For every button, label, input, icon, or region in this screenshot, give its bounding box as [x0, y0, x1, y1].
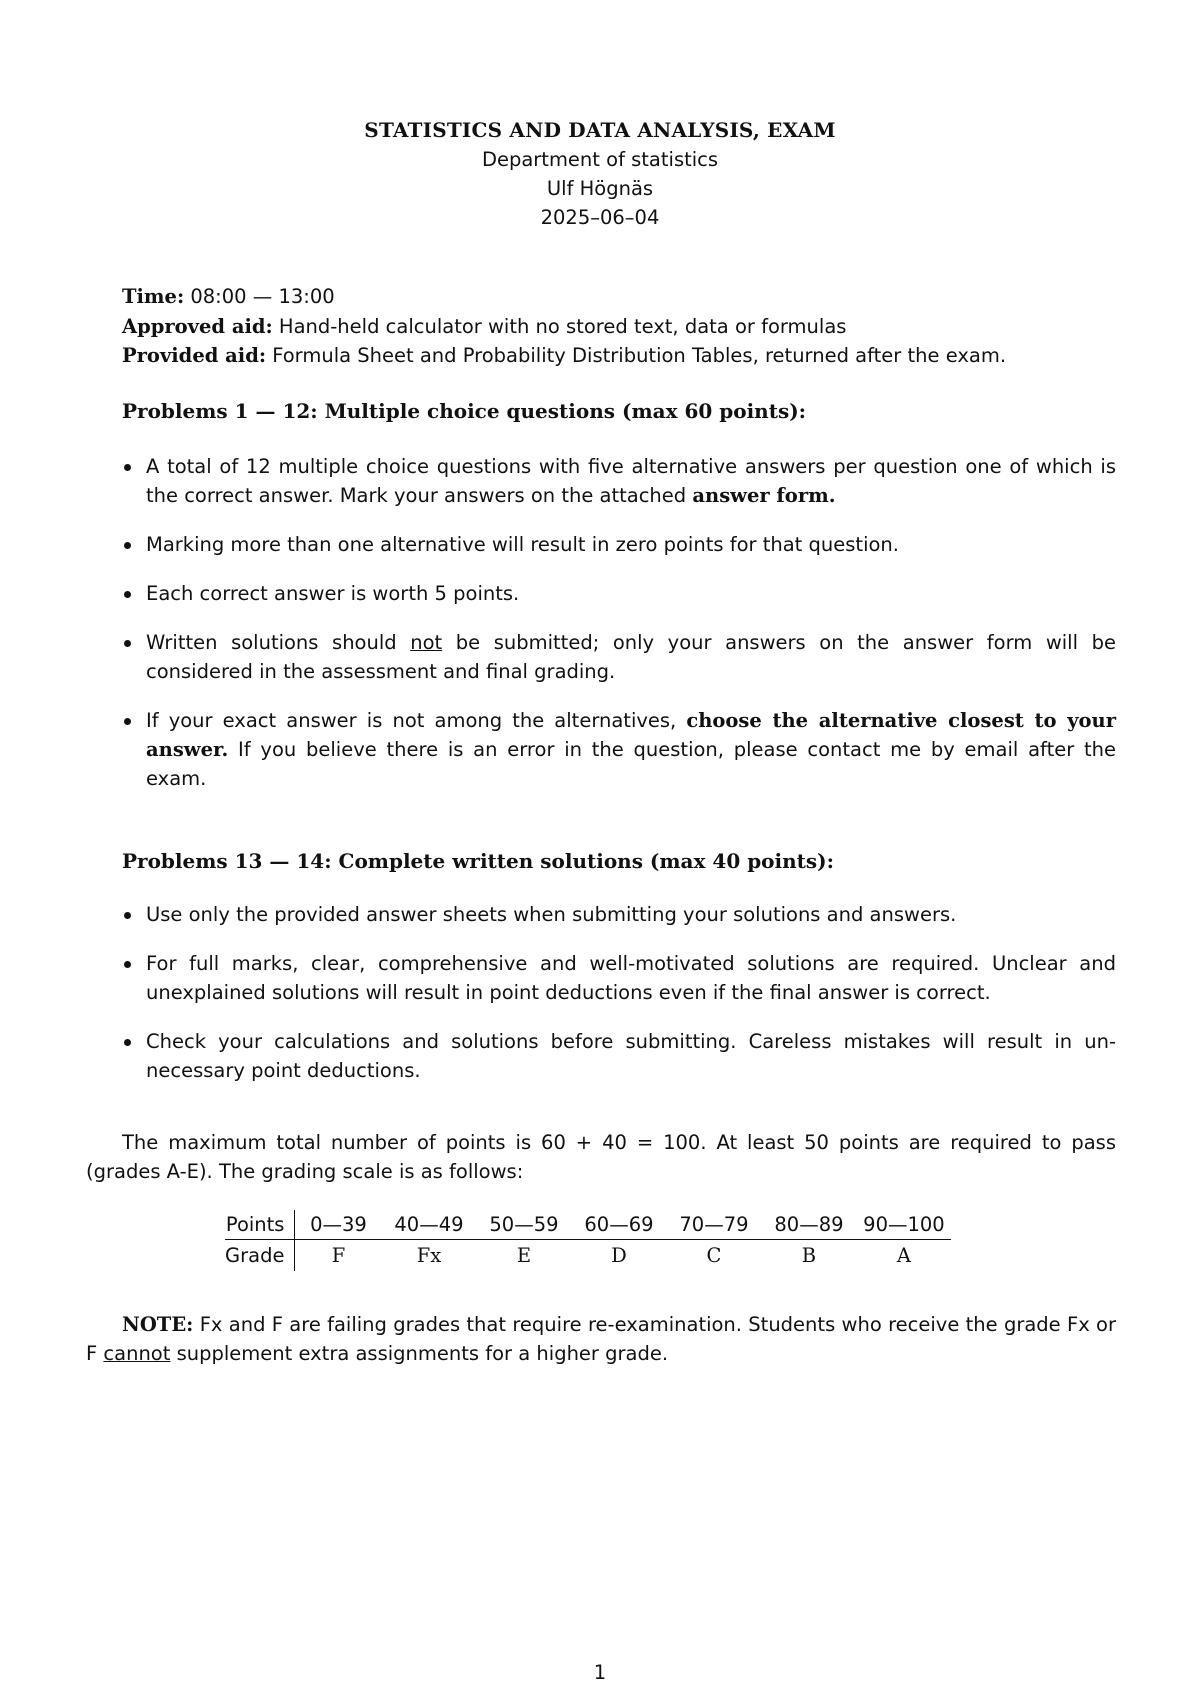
- bullet-text: Check your calculations and solutions before submitting. Careless mistakes will result in un- necessary point deductions.: [146, 1030, 1116, 1082]
- points-cell: 0—39: [295, 1210, 382, 1240]
- time-label: Time:: [122, 285, 185, 308]
- note-label: NOTE:: [122, 1313, 194, 1336]
- grade-cell: B: [801, 1244, 817, 1267]
- approved-aid-value: Hand-held calculator with no stored text, data or formulas: [278, 314, 847, 338]
- grade-cell: A: [896, 1244, 911, 1267]
- bullet-text: If your exact answer is not among the alternatives,: [146, 709, 687, 732]
- exam-meta: [122, 282, 1122, 371]
- grade-cell: D: [611, 1244, 627, 1267]
- bullet-text: For full marks, clear, comprehensive and well-motivated solutions are required. Unclear and unexplained solutions will result in point deductions even if the final answer is correct.: [146, 952, 1116, 1004]
- bullet-text: Use only the provided answer sheets when submitting your solutions and answers.: [146, 903, 957, 926]
- grade-cell: Fx: [416, 1244, 442, 1267]
- bullet-icon: [124, 464, 131, 471]
- bullet-icon: [124, 718, 131, 725]
- bullet-icon: [124, 542, 131, 549]
- note-text: supplement extra assignments for a higher grade.: [170, 1342, 669, 1365]
- points-label: Points: [225, 1210, 295, 1240]
- bullet-bold: choose the alternative closest to your answer.: [146, 709, 1116, 761]
- points-row: [225, 1210, 951, 1240]
- department: Department of statistics: [481, 148, 719, 171]
- section-2-heading: Problems 13 — 14: Complete written solutions (max 40 points):: [122, 849, 835, 873]
- time-value: 08:00 — 13:00: [190, 285, 335, 308]
- page-number: 1: [593, 1661, 607, 1684]
- approved-aid-line: [122, 312, 1122, 342]
- points-cell: 70—79: [666, 1210, 761, 1240]
- list-item: [122, 1027, 1116, 1085]
- document-header: [0, 115, 1200, 232]
- bullet-bold: answer form.: [692, 484, 836, 507]
- grading-intro: The maximum total number of points is 60 + 40 = 100. At least 50 points are required to pass (grades A-E). The grading scale is as follows:: [86, 1131, 1116, 1183]
- bullet-underline: not: [410, 631, 443, 654]
- list-item: [122, 579, 1116, 608]
- bullet-icon: [124, 591, 131, 598]
- list-item: [122, 900, 1116, 929]
- points-cell: 80—89: [761, 1210, 856, 1240]
- points-cell: 40—49: [381, 1210, 476, 1240]
- points-cell: 50—59: [476, 1210, 571, 1240]
- bullet-text: Written solutions should: [146, 631, 411, 654]
- grade-row: [225, 1240, 951, 1272]
- bullet-text: be submitted; only your answers on the answer form will be considered in the assessment and final grading.: [146, 631, 1116, 683]
- bullet-icon: [124, 961, 131, 968]
- bullet-text: A total of 12 multiple choice questions with five alternative answers per question one of which is the correct answer. Mark your answers on the attached: [146, 455, 1116, 507]
- section-2-list: [122, 900, 1116, 1085]
- provided-aid-line: [122, 341, 1122, 371]
- section-1-list: [122, 452, 1116, 793]
- grading-table: [225, 1210, 951, 1271]
- list-item: [122, 452, 1116, 510]
- points-cell: 90—100: [856, 1210, 951, 1240]
- grade-cell: E: [516, 1244, 532, 1267]
- provided-aid-value: Formula Sheet and Probability Distribution Tables, returned after the exam.: [272, 344, 1007, 367]
- exam-date: 2025–06–04: [540, 206, 660, 229]
- points-cell: 60—69: [571, 1210, 666, 1240]
- bullet-text: If you believe there is an error in the question, please contact me by email after the exam.: [146, 738, 1116, 790]
- provided-aid-label: Provided aid:: [122, 344, 267, 367]
- approved-aid-label: Approved aid:: [122, 314, 273, 338]
- time-line: [122, 282, 1122, 312]
- bullet-text: Each correct answer is worth 5 points.: [146, 582, 520, 605]
- grade-cell: C: [706, 1244, 722, 1267]
- bullet-icon: [124, 912, 131, 919]
- author: Ulf Högnäs: [546, 177, 654, 200]
- list-item: [122, 949, 1116, 1007]
- grade-label: Grade: [225, 1240, 295, 1272]
- note-paragraph: [86, 1310, 1116, 1368]
- bullet-icon: [124, 1039, 131, 1046]
- section-1-heading: Problems 1 — 12: Multiple choice questions (max 60 points):: [122, 399, 807, 423]
- exam-title: STATISTICS AND DATA ANALYSIS, EXAM: [364, 118, 836, 142]
- list-item: [122, 530, 1116, 559]
- grade-cell: F: [331, 1244, 346, 1267]
- list-item: [122, 628, 1116, 686]
- bullet-icon: [124, 640, 131, 647]
- note-underline: cannot: [103, 1342, 171, 1365]
- note-text: Fx and F are failing grades that require re-examination. Students who receive the grade Fx or F: [86, 1313, 1116, 1365]
- bullet-text: Marking more than one alternative will result in zero points for that question.: [146, 533, 899, 556]
- list-item: [122, 706, 1116, 793]
